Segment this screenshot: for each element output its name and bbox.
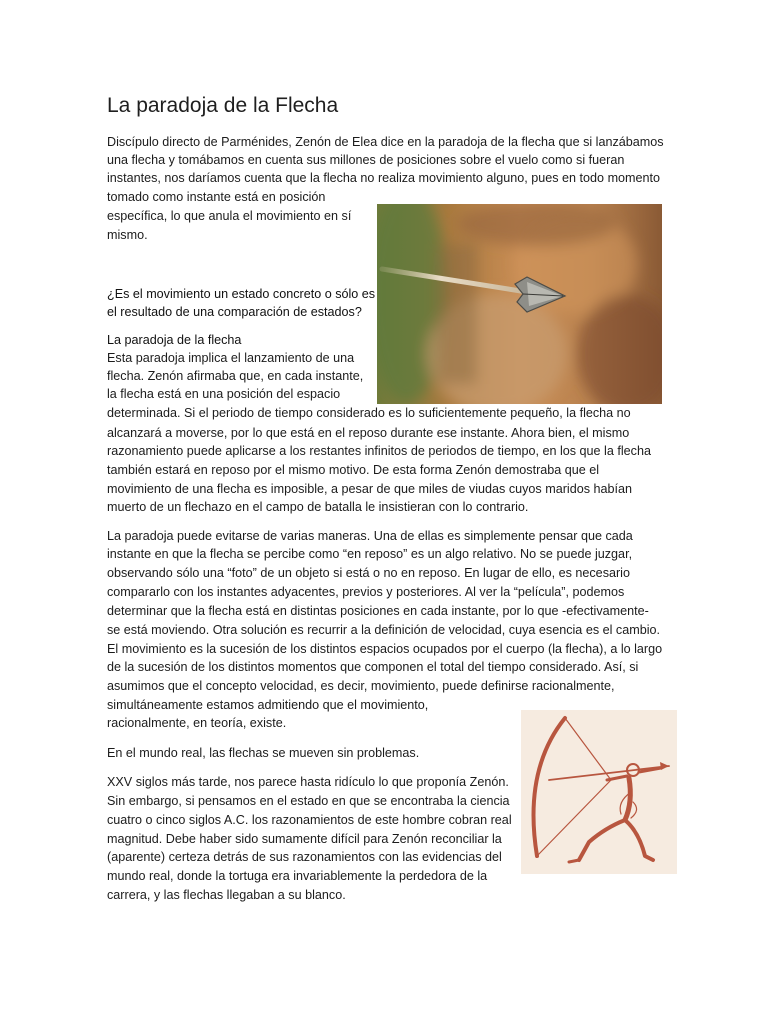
para4-line: carrera, y las flechas llegaban a su blanco. xyxy=(107,888,346,902)
para1-line: razonamiento puede aplicarse a los restantes infinitos de periodos de tiempo, en los que la flecha xyxy=(107,444,651,458)
para2-line: simultáneamente estamos admitiendo que el movimiento, xyxy=(107,698,429,712)
intro-line: mismo. xyxy=(107,228,148,242)
para4-line: XXV siglos más tarde, nos parece hasta ridículo lo que proponía Zenón. xyxy=(107,775,509,789)
question-line: ¿Es el movimiento un estado concreto o sólo es xyxy=(107,287,376,301)
para2-line: racionalmente, en teoría, existe. xyxy=(107,716,287,730)
intro-line: instantes, nos daríamos cuenta que la flecha no realiza movimiento alguno, pues en todo momento xyxy=(107,171,661,185)
para2-line: asumimos que el concepto velocidad, es decir, movimiento, puede definirse racionalmente, xyxy=(107,679,615,693)
archer-sketch xyxy=(521,710,677,874)
para1-line: también estará en reposo por el mismo motivo. De esta forma Zenón demostraba que el xyxy=(107,463,600,477)
archer-sketch-graphic xyxy=(521,710,677,874)
intro-line: específica, lo que anula el movimiento en sí xyxy=(107,209,352,223)
para2-line: El movimiento es la sucesión de los distintos espacios ocupados por el cuerpo (la flecha), a lo largo xyxy=(107,642,663,656)
para4-line: (aparente) certeza detrás de sus razonamientos con las evidencias del xyxy=(107,850,502,864)
para1-line: determinada. Si el periodo de tiempo considerado es lo suficientemente pequeño, la flecha no xyxy=(107,406,631,420)
intro-line: tomado como instante está en posición xyxy=(107,190,326,204)
question-line: el resultado de una comparación de estados? xyxy=(107,305,362,319)
para1-line: la flecha está en una posición del espacio xyxy=(107,387,341,401)
para1-line: muerto de un flechazo en el campo de batalla le insistieran con lo contrario. xyxy=(107,500,529,514)
para2-line: observando sólo una “foto” de un objeto si está o no en reposo. En lugar de ello, es necesario xyxy=(107,566,630,580)
para4-line: magnitud. Debe haber sido sumamente difícil para Zenón reconciliar la xyxy=(107,832,502,846)
para2-line: de la sucesión de los distintos momentos que componen el total del tiempo considerado. Así, si xyxy=(107,660,639,674)
page-title: La paradoja de la Flecha xyxy=(107,94,339,117)
arrow-photo-graphic xyxy=(377,204,662,404)
para4-line: Sin embargo, si pensamos en el estado en que se encontraba la ciencia xyxy=(107,794,510,808)
intro-line: una flecha y tomábamos en cuenta sus millones de posiciones sobre el vuelo como si fueran xyxy=(107,153,625,167)
para1-line: flecha. Zenón afirmaba que, en cada instante, xyxy=(107,369,364,383)
para2-line: se está moviendo. Otra solución es recurrir a la definición de velocidad, cuya esencia es el cambio. xyxy=(107,623,661,637)
intro-line: Discípulo directo de Parménides, Zenón de Elea dice en la paradoja de la flecha que si lanzábamos xyxy=(107,135,664,149)
arrow-photo xyxy=(377,204,662,404)
para4-line: mundo real, donde la tortuga era invariablemente la perdedora de la xyxy=(107,869,488,883)
para2-line: compararlo con los instantes adyacentes, previos y posteriores. Al ver la “película”, podemos xyxy=(107,585,625,599)
para1-line: Esta paradoja implica el lanzamiento de una xyxy=(107,351,355,365)
para2-line: instante en que la flecha se percibe como “en reposo” es un algo relativo. No se puede juzgar, xyxy=(107,547,633,561)
para3-text: En el mundo real, las flechas se mueven sin problemas. xyxy=(107,746,420,760)
para4-line: cuatro o cinco siglos A.C. los razonamientos de este hombre cobran real xyxy=(107,813,512,827)
para1-line: alcanzará a moverse, por lo que está en el reposo durante ese instante. Ahora bien, el mismo xyxy=(107,426,630,440)
para2-line: determinar que la flecha está en distintas posiciones en cada instante, por lo que -efectivamente- xyxy=(107,604,649,618)
section-subheading: La paradoja de la flecha xyxy=(107,333,242,347)
para1-line: movimiento de una flecha es imposible, a pesar de que miles de viudas cuyos maridos habían xyxy=(107,482,633,496)
para2-line: La paradoja puede evitarse de varias maneras. Una de ellas es simplemente pensar que cada xyxy=(107,529,633,543)
